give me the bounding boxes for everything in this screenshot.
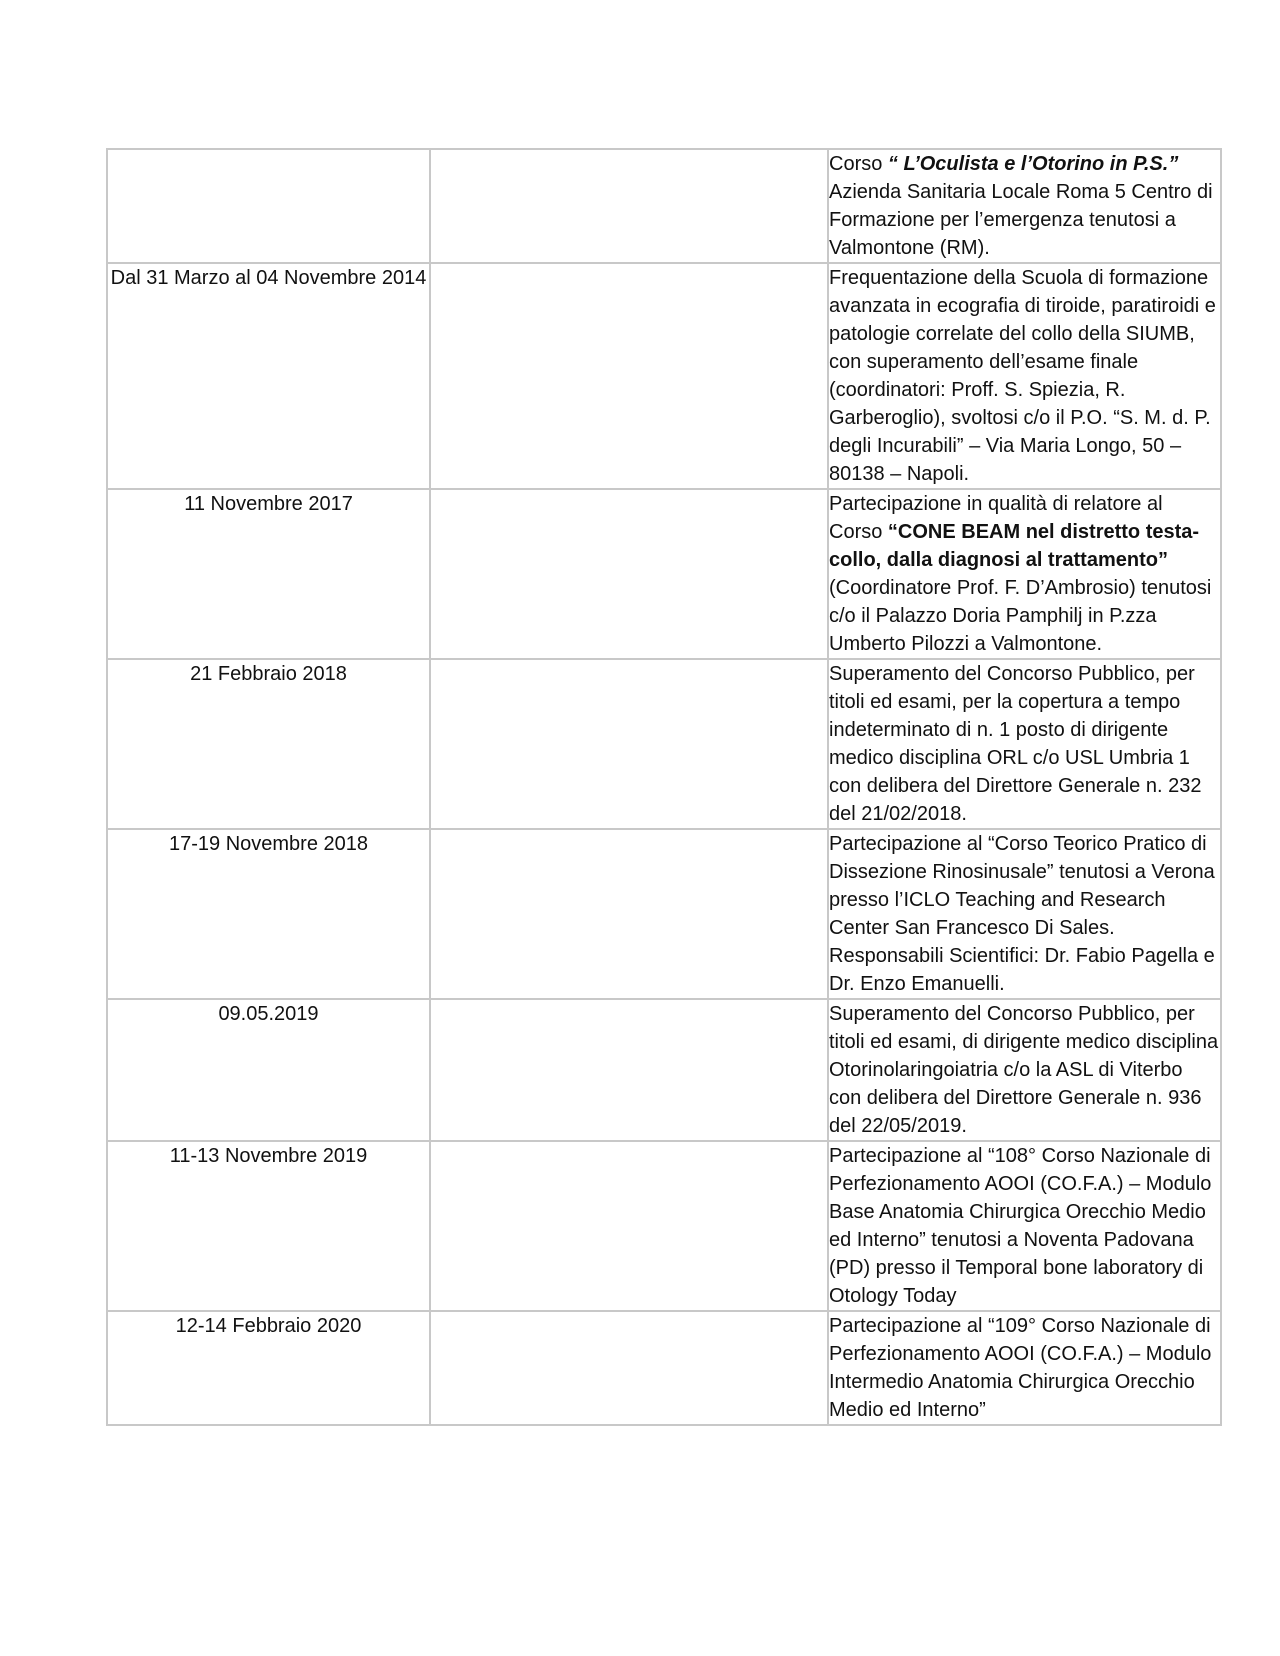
- description-cell: [828, 149, 1221, 263]
- date-text: 12-14 Febbraio 2020: [175, 1315, 362, 1337]
- description-fragment: Corso: [829, 153, 888, 175]
- empty-cell: [430, 263, 828, 489]
- description-cell: [828, 489, 1221, 659]
- description-cell: [828, 659, 1221, 829]
- description-text: [829, 1142, 1220, 1310]
- date-text: Dal 31 Marzo al 04 Novembre 2014: [110, 267, 427, 289]
- date-cell: [107, 999, 430, 1141]
- date-cell: [107, 829, 430, 999]
- date-cell: [107, 1311, 430, 1425]
- table-row: [107, 1311, 1221, 1425]
- empty-cell: [430, 829, 828, 999]
- description-fragment: Frequentazione della Scuola di formazione avanzata in ecografia di tiroide, paratiroidi e patologie correlate del collo della SIUMB, con superamento dell’esame finale (coordinatori: Proff. S. Spiezia, R. Garberoglio), svoltosi c/o il P.O. “S. M. d. P. degli Incurabili” – Via Maria Longo, 50 – 80138 – Napoli.: [829, 267, 1216, 485]
- empty-cell: [430, 999, 828, 1141]
- empty-cell: [430, 659, 828, 829]
- table-row: [107, 263, 1221, 489]
- table-row: [107, 1141, 1221, 1311]
- description-fragment: Partecipazione al “109° Corso Nazionale di Perfezionamento AOOI (CO.F.A.) – Modulo Intermedio Anatomia Chirurgica Orecchio Medio ed Interno”: [829, 1315, 1212, 1421]
- description-fragment: Superamento del Concorso Pubblico, per titoli ed esami, per la copertura a tempo indeterminato di n. 1 posto di dirigente medico disciplina ORL c/o USL Umbria 1 con delibera del Direttore Generale n. 232 del 21/02/2018.: [829, 663, 1202, 825]
- empty-cell: [430, 1311, 828, 1425]
- table-row: [107, 659, 1221, 829]
- date-text: 11-13 Novembre 2019: [169, 1145, 368, 1167]
- description-fragment: Partecipazione in qualità di relatore al Corso: [829, 493, 1163, 543]
- description-fragment: Partecipazione al “108° Corso Nazionale di Perfezionamento AOOI (CO.F.A.) – Modulo Base Anatomia Chirurgica Orecchio Medio ed Interno” tenutosi a Noventa Padovana (PD) presso il Temporal bone laboratory di Otology Today: [829, 1145, 1212, 1307]
- date-text: 09.05.2019: [218, 1003, 319, 1025]
- description-text: [829, 1000, 1220, 1140]
- date-text: 11 Novembre 2017: [184, 493, 353, 515]
- description-cell: [828, 1311, 1221, 1425]
- description-text: [829, 490, 1220, 658]
- table-row: [107, 829, 1221, 999]
- description-text: [829, 830, 1220, 998]
- description-fragment: Azienda Sanitaria Locale Roma 5 Centro di Formazione per l’emergenza tenutosi a Valmontone (RM).: [829, 181, 1213, 259]
- date-cell: [107, 263, 430, 489]
- description-fragment: Partecipazione al “Corso Teorico Pratico di Dissezione Rinosinusale” tenutosi a Verona presso l’ICLO Teaching and Research Center San Francesco Di Sales. Responsabili Scientifici: Dr. Fabio Pagella e Dr. Enzo Emanuelli.: [829, 833, 1215, 995]
- description-fragment: Superamento del Concorso Pubblico, per titoli ed esami, di dirigente medico disciplina Otorinolaringoiatria c/o la ASL di Viterbo con delibera del Direttore Generale n. 936 del 22/05/2019.: [829, 1003, 1219, 1137]
- description-emphasis: “CONE BEAM nel distretto testa-collo, dalla diagnosi al trattamento”: [829, 521, 1200, 571]
- cv-table-body: [107, 149, 1221, 1425]
- date-cell: [107, 149, 430, 263]
- table-row: [107, 489, 1221, 659]
- empty-cell: [430, 489, 828, 659]
- date-cell: [107, 489, 430, 659]
- description-fragment: (Coordinatore Prof. F. D’Ambrosio) tenutosi c/o il Palazzo Doria Pamphilj in P.zza Umberto Pilozzi a Valmontone.: [829, 577, 1212, 655]
- description-cell: [828, 1141, 1221, 1311]
- cv-activities-table: [106, 148, 1222, 1426]
- description-text: [829, 1312, 1220, 1424]
- description-text: [829, 264, 1220, 488]
- date-cell: [107, 1141, 430, 1311]
- description-emphasis: “ L’Oculista e l’Otorino in P.S.”: [887, 153, 1179, 175]
- description-text: [829, 150, 1220, 262]
- date-text: 21 Febbraio 2018: [190, 663, 347, 685]
- date-text: 17-19 Novembre 2018: [168, 833, 368, 855]
- table-row: [107, 999, 1221, 1141]
- date-cell: [107, 659, 430, 829]
- description-cell: [828, 999, 1221, 1141]
- table-row: [107, 149, 1221, 263]
- description-cell: [828, 829, 1221, 999]
- empty-cell: [430, 1141, 828, 1311]
- description-cell: [828, 263, 1221, 489]
- empty-cell: [430, 149, 828, 263]
- description-text: [829, 660, 1220, 828]
